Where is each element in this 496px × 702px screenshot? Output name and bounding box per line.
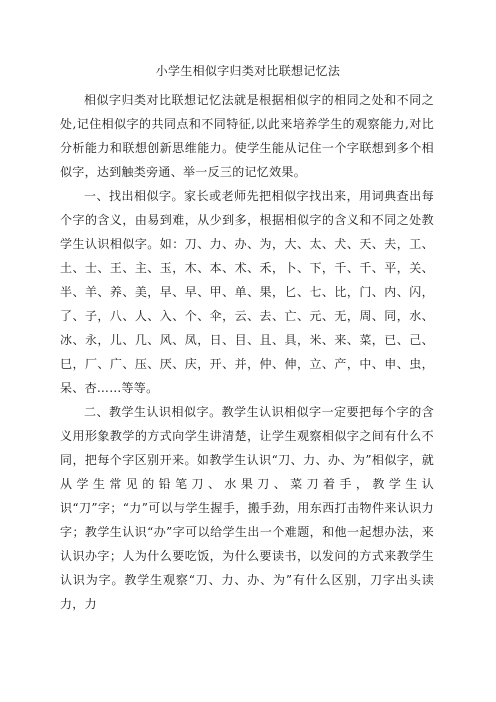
intro-paragraph: 相似字归类对比联想记忆法就是根据相似字的相同之处和不同之处,记住相似字的共同点和不同特征,以此来培养学生的观察能力,对比分析能力和联想创新思维能力。使学生能从记住一个字联想到多个相似字，达到触类旁通、举一反三的记忆效果。 xyxy=(60,93,434,179)
document-title: 小学生相似字归类对比联想记忆法 xyxy=(155,64,341,78)
document-body xyxy=(60,88,434,616)
section-1-paragraph: 一、找出相似字。家长或老师先把相似字找出来，用词典查出每个字的含义，由易到难，从少到多，根据相似字的含义和不同之处教学生认识相似字。如：刀、力、办、为，大、太、犬、天、夫，工、土、士、王、主、玉，木、本、术、禾，卜、下，千、千、平，关、半、羊、养、美，早、早、甲、单、果，匕、七、比，门、内、闪，了、子，八、人、入、个、伞，云、去、亡、元、无，周、同，水、冰、永，儿、几、风、凤，日、目、且、具，米、来、菜，已、己、巳，厂、广、压、厌、庆，开、并，仲、伸，立、产，中、申、虫，呆、杏……等等。 xyxy=(60,189,434,395)
section-2-paragraph: 二、教学生认识相似字。教学生认识相似字一定要把每个字的含义用形象教学的方式向学生讲清楚，让学生观察相似字之间有什么不同，把每个字区别开来。如教学生认识“刀、力、办、为”相似字，就从学生常见的铅笔刀、水果刀、菜刀着手，教学生认识“刀”字；“力”可以与学生握手，搬手劲，用东西打击物件来认识力字；教学生认识“办”字可以给学生出一个难题，和他一起想办法，来认识办字；人为什么要吃饭，为什么要读书，以发问的方式来教学生认识为字。教学生观察“刀、力、办、为”有什么区别，刀字出头读力，力 xyxy=(60,405,434,611)
